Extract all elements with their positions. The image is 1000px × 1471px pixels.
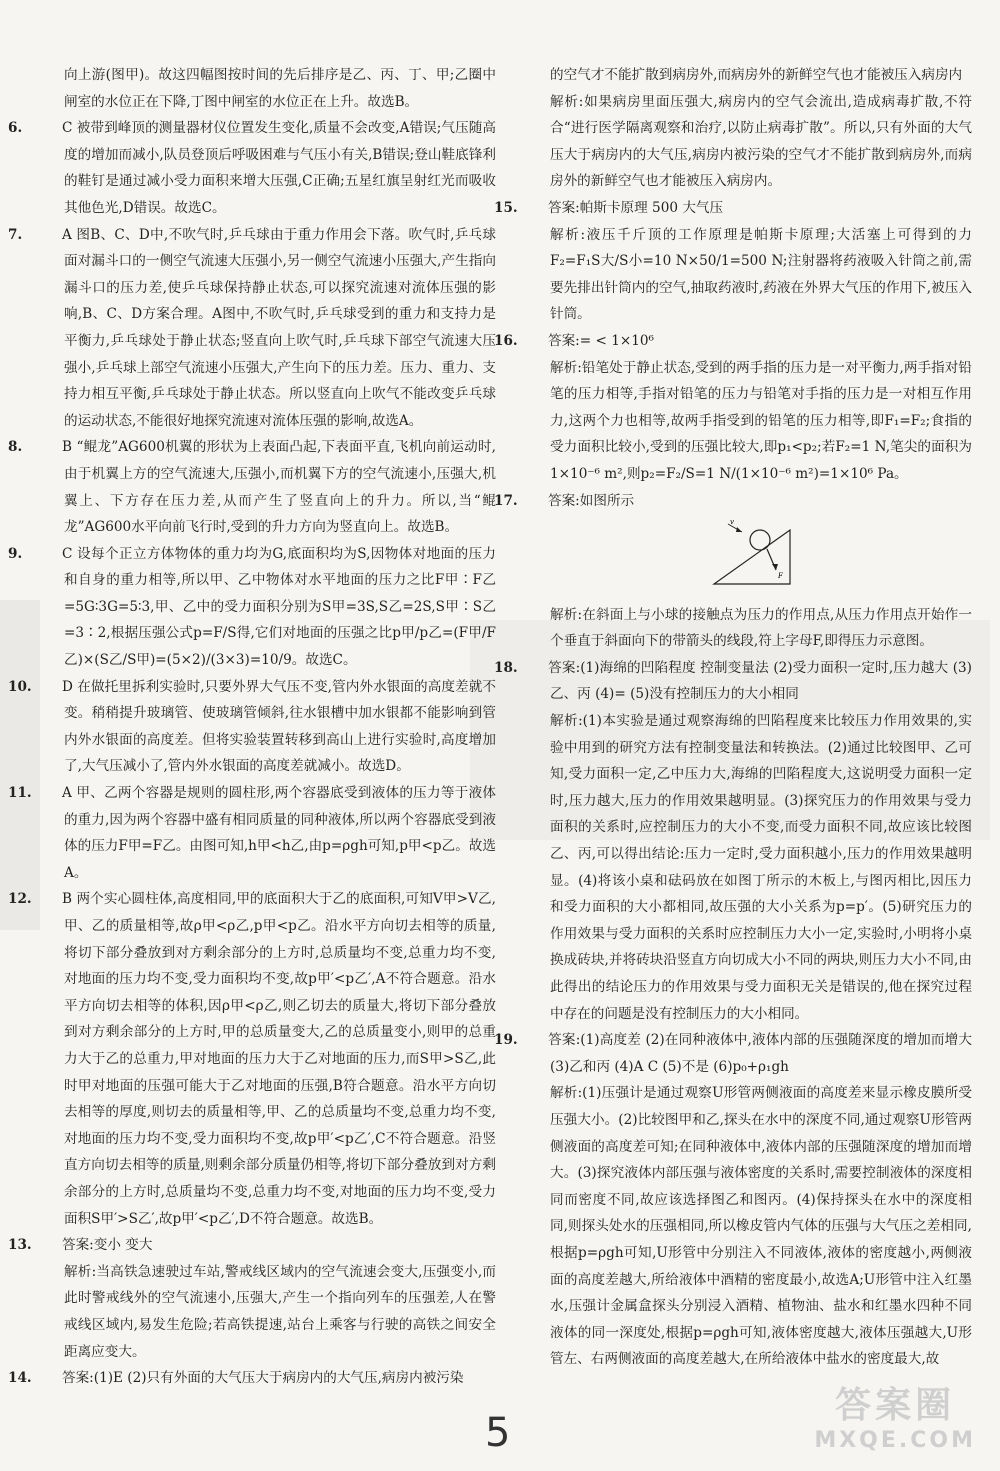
answer-text: C 设每个正立方体物体的重力均为G,底面积均为S,因物体对地面的压力和自身的重力相等,所以甲、乙中物体对水平地面的压力之比F甲∶F乙=5G∶3G=5∶3,甲、乙中的受力面积分别为S甲=3S,S乙=2S,S甲∶S乙=3∶2,根据压强公式p=F/S得,它们对地面的压强之比p甲/p乙=(F甲/F乙)×(S乙/S甲)=(5×2)/(3×3)=10/9。故选C。 <box>62 545 496 669</box>
answer-item <box>494 195 972 222</box>
answer-item <box>8 886 496 1232</box>
question-number: 16. <box>494 332 518 349</box>
answer-text: 向上游(图甲)。故这四幅图按时间的先后排序是乙、丙、丁、甲;乙圈中闸室的水位正在下降,丁图中闸室的水位正在上升。故选B。 <box>64 67 496 110</box>
answer-item <box>522 222 972 328</box>
watermark-bottom: MXQE.COM <box>814 1428 976 1453</box>
answer-item <box>522 355 972 488</box>
force-label: F <box>778 572 783 581</box>
left-column <box>8 62 496 1392</box>
question-number: 6. <box>8 120 23 137</box>
watermark-top: 答案圈 <box>835 1385 956 1426</box>
answer-text: 解析:(1)本实验是通过观察海绵的凹陷程度来比较压力作用效果的,实验中用到的研究方法有控制变量法和转换法。(2)通过比较图甲、乙可知,受力面积一定,乙中压力大,海绵的凹陷程度大,这说明受力面积一定时,压力越大,压力的作用效果越明显。(3)探究压力的作用效果与受力面积的关系时,应控制压力的大小不变,而受力面积不同,故应该比较图乙、丙,可以得出结论:压力一定时,受力面积越小,压力的作用效果越明显。(4)将该小桌和砝码放在如图丁所示的木板上,与图丙相比,因压力和受力面积的大小都相同,故压强的大小关系为p=p′。(5)研究压力的作用效果与受力面积的关系时应控制压力大小一定,实验时,小明将小桌换成砖块,并将砖块沿竖直方向切成大小不同的两块,则压力大小不同,由此得出的结论压力的作用效果与受力面积无关是错误的,他在探究过程中存在的问题是没有控制压力的大小相同。 <box>550 713 972 1022</box>
answer-text: 答案:变小 变大 <box>62 1237 153 1254</box>
answer-item <box>8 674 496 780</box>
answer-text: A 甲、乙两个容器是规则的圆柱形,两个容器底受到液体的压力等于液体的重力,因为两个容器中盛有相同质量的同种液体,所以两个容器底受到液体的压力F甲=F乙。由图可知,h甲<h乙,由p=ρgh可知,p甲<p乙。故选A。 <box>62 785 496 881</box>
answer-text: A 图B、C、D中,不吹气时,乒乓球由于重力作用会下落。吹气时,乒乓球面对漏斗口的一侧空气流速大压强小,另一侧空气流速小压强大,产生指向漏斗口的压力差,使乒乓球保持静止状态,可以探究流速对流体压强的影响,B、C、D方案合理。A图中,不吹气时,乒乓球受到的重力和支持力是平衡力,乒乓球处于静止状态;竖直向上吹气时,乒乓球下部空气流速大压强小,乒乓球上部空气流速小压强大,产生向下的压力差。压力、重力、支持力相互平衡,乒乓球处于静止状态。所以竖直向上吹气不能改变乒乓球的运动状态,不能很好地探究流速对流体压强的影响,故选A。 <box>62 226 496 429</box>
answer-item <box>522 602 972 655</box>
answer-item <box>36 1259 496 1365</box>
answer-text: 解析:在斜面上与小球的接触点为压力的作用点,从压力作用点开始作一个垂直于斜面向下的带箭头的线段,符上字母F,即得压力示意图。 <box>550 606 972 650</box>
answer-text: 的空气才不能扩散到病房外,而病房外的新鲜空气也才能被压入病房内 <box>550 67 963 83</box>
answer-item <box>8 222 496 435</box>
answer-item <box>522 62 972 89</box>
answer-text: B “鲲龙”AG600机翼的形状为上表面凸起,下表面平直,飞机向前运动时,由于机翼上方的空气流速大,压强小,而机翼下方的空气流速小,压强大,机翼上、下方存在压力差,从而产生了竖直向上的升力。所以,当“鲲龙”AG600水平向前飞行时,受到的升力方向为竖直向上。故选B。 <box>62 439 496 536</box>
page-number: 5 <box>485 1410 511 1456</box>
answer-item <box>8 1365 496 1392</box>
answer-item <box>522 514 972 602</box>
answer-item <box>8 541 496 674</box>
incline-ball-figure <box>712 518 792 588</box>
answer-item <box>8 115 496 221</box>
question-number: 15. <box>494 199 518 216</box>
answer-item <box>522 89 972 195</box>
answer-text: 答案:(1)高度差 (2)在同种液体中,液体内部的压强随深度的增加而增大 (3)乙和丙 (4)A C (5)不是 (6)p₀+ρ₁gh <box>548 1032 972 1075</box>
answer-item <box>494 328 972 355</box>
answer-text: 答案:(1)E (2)只有外面的大气压大于病房内的大气压,病房内被污染 <box>62 1370 464 1387</box>
answer-text: 解析:液压千斤顶的工作原理是帕斯卡原理;大活塞上可得到的力F₂=F₁S大/S小=10 N×50/1=500 N;注射器将药液吸入针筒之前,需要先排出针筒内的空气,抽取药液时,药液在外界大气压的作用下,被压入针筒。 <box>550 226 972 323</box>
answer-text: 解析:铅笔处于静止状态,受到的两手指的压力是一对平衡力,两手指对铅笔的压力相等,手指对铅笔的压力与铅笔对手指的压力是一对相互作用力,这两个力也相等,故两手指受到的铅笔的压力相等,即F₁=F₂;食指的受力面积比较小,受到的压强比较大,即p₁<p₂;若F₂=1 N,笔尖的面积为1×10⁻⁶ m²,则p₂=F₂/S=1 N/(1×10⁻⁶ m²)=1×10⁶ Pa。 <box>550 359 972 482</box>
answer-text: B 两个实心圆柱体,高度相同,甲的底面积大于乙的底面积,可知V甲>V乙,甲、乙的质量相等,故ρ甲<ρ乙,p甲<p乙。沿水平方向切去相等的质量,将切下部分叠放到对方剩余部分的上方时,总质量均不变,总重力均不变,对地面的压力均不变,受力面积均不变,故p甲′<p乙′,A不符合题意。沿水平方向切去相等的体积,因ρ甲<ρ乙,则乙切去的质量大,将切下部分叠放到对方剩余部分的上方时,甲的总质量变大,乙的总质量变小,则甲的总重力大于乙的总重力,甲对地面的压力大于乙对地面的压力,而S甲>S乙,此时甲对地面的压强可能大于乙对地面的压强,B符合题意。沿水平方向切去相等的厚度,则切去的质量相等,甲、乙的总质量均不变,总重力均不变,对地面的压力均不变,受力面积均不变,故p甲′<p乙′,C不符合题意。沿竖直方向切去相等的质量,则剩余部分质量仍相等,将切下部分叠放到对方剩余部分的上方时,总质量均不变,总重力均不变,对地面的压力均不变,受力面积S甲′>S乙′,故p甲′<p乙′,D不符合题意。故选B。 <box>62 891 496 1227</box>
answer-item <box>494 655 972 708</box>
answer-item <box>522 708 972 1027</box>
answer-text: D 在做托里拆利实验时,只要外界大气压不变,管内外水银面的高度差就不变。稍稍提升玻璃管、使玻璃管倾斜,往水银槽中加水银都不能影响到管内外水银面的高度差。但将实验装置转移到高山上进行实验时,高度增加了,大气压减小了,管内外水银面的高度差就减小。故选D。 <box>62 678 496 775</box>
answer-text: 答案:(1)海绵的凹陷程度 控制变量法 (2)受力面积一定时,压力越大 (3)乙、丙 (4)= (5)没有控制压力的大小相同 <box>548 659 972 703</box>
question-number: 7. <box>8 226 23 243</box>
answer-text: 答案:= < 1×10⁶ <box>548 332 654 349</box>
watermark <box>814 1377 976 1453</box>
question-number: 9. <box>8 545 23 562</box>
question-number: 11. <box>8 785 32 802</box>
question-number: 12. <box>8 891 32 908</box>
question-number: 10. <box>8 678 32 695</box>
question-number: 8. <box>8 439 23 456</box>
question-number: 19. <box>494 1032 518 1049</box>
answer-item <box>36 62 496 115</box>
question-number: 13. <box>8 1237 32 1254</box>
answer-item <box>8 434 496 540</box>
right-column <box>494 62 972 1373</box>
answer-text: 解析:如果病房里面压强大,病房内的空气会流出,造成病毒扩散,不符合“进行医学隔离观察和治疗,以防止病毒扩散”。所以,只有外面的大气压大于病房内的大气压,病房内被污染的空气才不能扩散到病房外,而病房外的新鲜空气也才能被压入病房内。 <box>550 93 972 190</box>
answer-item <box>8 780 496 886</box>
question-number: 14. <box>8 1370 32 1387</box>
scan-stain <box>0 600 40 930</box>
question-number: 17. <box>494 492 518 509</box>
answer-text: 答案:帕斯卡原理 500 大气压 <box>548 199 724 216</box>
answer-text: 答案:如图所示 <box>548 492 635 509</box>
answer-item <box>494 1027 972 1080</box>
answer-text: 解析:当高铁急速驶过车站,警戒线区域内的空气流速会变大,压强变小,而此时警戒线外的空气流速小,压强大,产生一个指向列车的压强差,人在警戒线区域内,易发生危险;若高铁提速,站台上乘客与行驶的高铁之间安全距离应变大。 <box>64 1263 496 1360</box>
answer-item <box>494 488 972 515</box>
velocity-label: v <box>730 518 734 527</box>
answer-text: C 被带到峰顶的测量器材仪位置发生变化,质量不会改变,A错误;气压随高度的增加而减小,队员登顶后呼吸困难与气压小有关,B错误;登山鞋底锋利的鞋钉是通过减小受力面积来增大压强,C正确;五星红旗呈射红光而吸收其他色光,D错误。故选C。 <box>62 120 496 216</box>
answer-item <box>8 1232 496 1259</box>
question-number: 18. <box>494 659 518 676</box>
answer-item <box>522 1080 972 1373</box>
answer-text: 解析:(1)压强计是通过观察U形管两侧液面的高度差来显示橡皮膜所受压强大小。(2)比较图甲和乙,探头在水中的深度不同,通过观察U形管两侧液面的高度差可知;在同种液体中,液体内部的压强随深度的增加而增大。(3)探究液体内部压强与液体密度的关系时,需要控制液体的深度相同而密度不同,故应该选择图乙和图丙。(4)保持探头在水中的深度相同,则探头处水的压强相同,所以橡皮管内气体的压强与大气压之差相同,根据p=ρgh可知,U形管中分别注入不同液体,液体的密度越小,两侧液面的高度差越大,所给液体中酒精的密度最小,故选A;U形管中注入红墨水,压强计金属盒探头分别浸入酒精、植物油、盐水和红墨水四种不同液体的同一深度处,根据p=ρgh可知,液体密度越大,液体压强越大,U形管左、右两侧液面的高度差越大,在所给液体中盐水的密度最大,故 <box>550 1085 972 1368</box>
